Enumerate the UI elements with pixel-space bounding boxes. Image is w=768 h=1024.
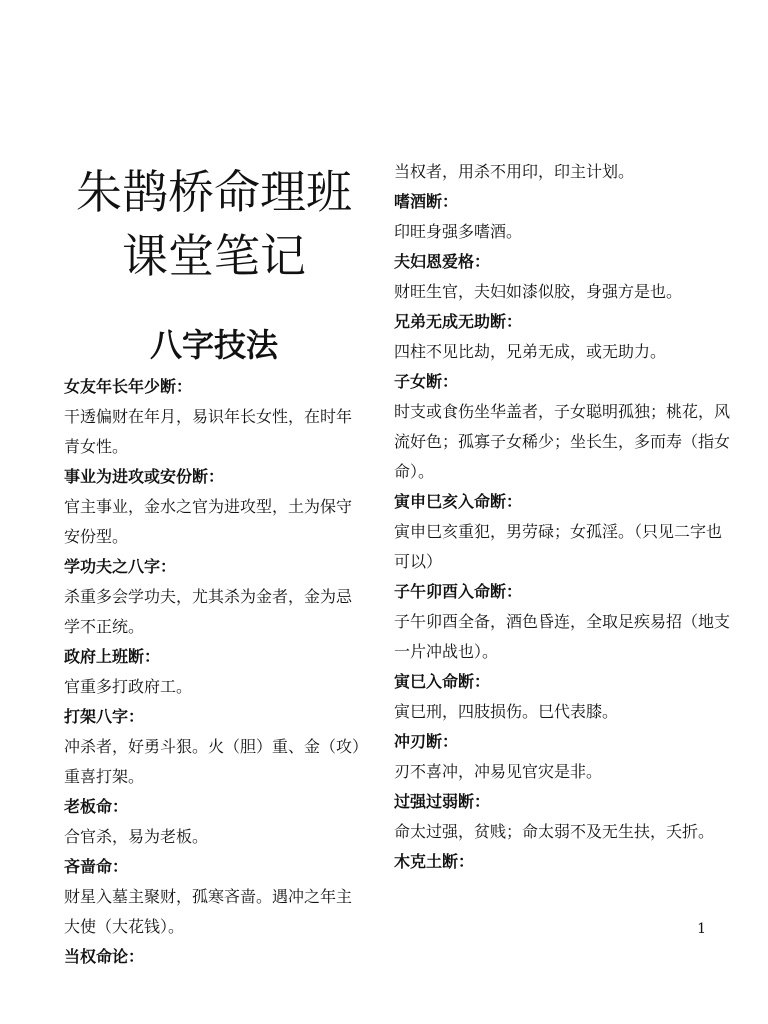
- section: [394, 187, 734, 247]
- section-body: 子午卯酉全备，酒色昏连，全取足疾易招（地支一片冲战也）。: [394, 612, 731, 661]
- section: [394, 787, 734, 847]
- section: [64, 702, 364, 792]
- section-heading: 子女断：: [394, 372, 459, 391]
- section-body: 四柱不见比劫，兄弟无成，或无助力。: [394, 342, 667, 361]
- section-body: 官重多打政府工。: [64, 677, 193, 696]
- section-heading: 嗜酒断：: [394, 192, 459, 211]
- page-subtitle: 八字技法: [149, 326, 278, 364]
- section-body: 官主事业，金水之官为进攻型，土为保守安份型。: [64, 497, 353, 546]
- section: [394, 247, 734, 307]
- section: [394, 307, 734, 367]
- section: [64, 552, 364, 642]
- section: [394, 487, 734, 577]
- page-title: 朱鹊桥命理班课堂笔记: [76, 165, 352, 283]
- section: [394, 157, 734, 187]
- section-heading: 过强过弱断：: [394, 792, 491, 811]
- section-body: 当权者，用杀不用印，印主计划。: [394, 162, 635, 181]
- section: [64, 942, 364, 972]
- section-heading: 政府上班断：: [64, 647, 161, 666]
- section-body: 时支或食伤坐华盖者，子女聪明孤独；桃花，风流好色；孤寡子女稀少；坐长生，多而寿（指女命）。: [394, 402, 731, 481]
- section-body: 合官杀，易为老板。: [64, 827, 209, 846]
- section-body: 命太过强，贫贱；命太弱不及无生扶，夭折。: [394, 822, 715, 841]
- right-sections: [394, 157, 734, 877]
- section-heading: 夫妇恩爱格：: [394, 252, 491, 271]
- section-body: 财星入墓主聚财，孤寒吝啬。遇冲之年主大使（大花钱）。: [64, 887, 353, 936]
- section: [394, 577, 734, 667]
- section: [394, 727, 734, 787]
- section: [64, 372, 364, 462]
- section-body: 寅巳刑，四肢损伤。巳代表膝。: [394, 702, 619, 721]
- section-heading: 吝啬命：: [64, 857, 129, 876]
- section: [64, 462, 364, 552]
- section-body: 杀重多会学功夫，尤其杀为金者，金为忌学不正统。: [64, 587, 353, 636]
- section: [394, 847, 734, 877]
- section-heading: 寅巳入命断：: [394, 672, 491, 691]
- section-body: 寅申巳亥重犯，男劳碌；女孤淫。（只见二字也可以）: [394, 522, 723, 571]
- section-body: 冲杀者，好勇斗狠。火（胆）重、金（攻）重喜打架。: [64, 737, 361, 786]
- section-heading: 打架八字：: [64, 707, 145, 726]
- section: [394, 367, 734, 487]
- page-number: 1: [697, 921, 706, 937]
- section-heading: 冲刃断：: [394, 732, 459, 751]
- section-heading: 女友年长年少断：: [64, 377, 193, 396]
- section-body: 刃不喜冲，冲易见官灾是非。: [394, 762, 603, 781]
- section-heading: 寅申巳亥入命断：: [394, 492, 523, 511]
- section-heading: 子午卯酉入命断：: [394, 582, 523, 601]
- section: [64, 792, 364, 852]
- section-heading: 木克土断：: [394, 852, 475, 871]
- section-body: 财旺生官，夫妇如漆似胶，身强方是也。: [394, 282, 683, 301]
- section-heading: 兄弟无成无助断：: [394, 312, 523, 331]
- section-body: 印旺身强多嗜酒。: [394, 222, 523, 241]
- section: [64, 642, 364, 702]
- left-sections: [64, 372, 364, 972]
- section-heading: 学功夫之八字：: [64, 557, 177, 576]
- section: [394, 667, 734, 727]
- section-body: 干透偏财在年月，易识年长女性，在时年青女性。: [64, 407, 353, 456]
- section-heading: 老板命：: [64, 797, 129, 816]
- section-heading: 事业为进攻或安份断：: [64, 467, 225, 486]
- section-heading: 当权命论：: [64, 947, 145, 966]
- section: [64, 852, 364, 942]
